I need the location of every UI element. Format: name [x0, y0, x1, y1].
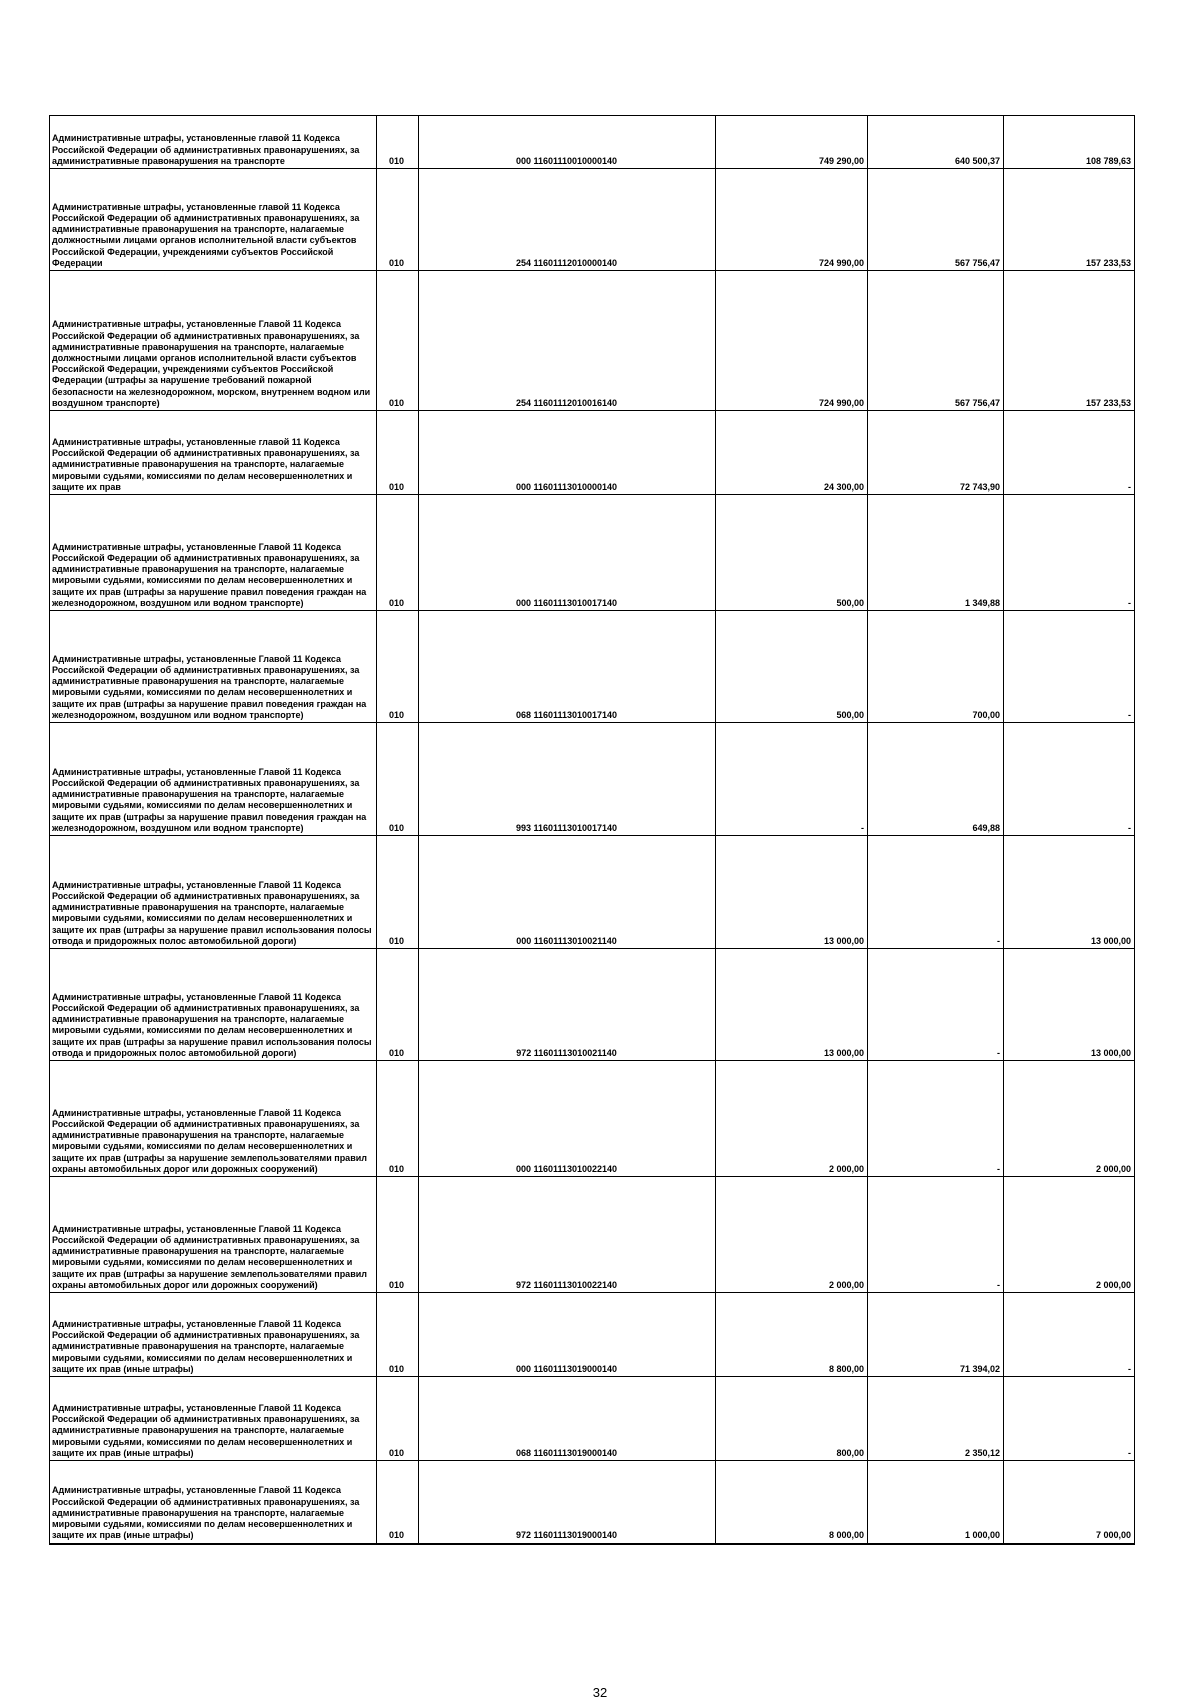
line-code-cell: 010 — [377, 723, 419, 836]
table-row — [50, 495, 1135, 611]
table-row — [50, 836, 1135, 949]
table-row — [50, 271, 1135, 411]
budget-classification-code-cell: 000 11601113010021140 — [419, 836, 716, 949]
unexecuted-amount-cell: - — [1004, 1293, 1135, 1377]
executed-amount-cell: 1 349,88 — [868, 495, 1004, 611]
budget-classification-code-cell: 254 11601112010016140 — [419, 271, 716, 411]
unexecuted-amount-cell: 157 233,53 — [1004, 271, 1135, 411]
executed-amount-cell: 567 756,47 — [868, 169, 1004, 271]
income-name-cell: Административные штрафы, установленные Главой 11 Кодекса Российской Федерации об административных правонарушениях, за административные правонарушения на транспорте, налагаемые мировыми судьями, комиссиями по делам несовершеннолетних и защите их прав (штрафы за нарушение правил поведения граждан на железнодорожном, воздушном или водном транспорте) — [50, 611, 377, 723]
income-name-cell: Административные штрафы, установленные Главой 11 Кодекса Российской Федерации об административных правонарушениях, за административные правонарушения на транспорте, налагаемые должностными лицами органов исполнительной власти субъектов Российской Федерации, учреждениями субъектов Российской Федерации (штрафы за нарушение требований пожарной безопасности на железнодорожном, морском, внутреннем водном или воздушном транспорте) — [50, 271, 377, 411]
budget-classification-code-cell: 972 11601113010022140 — [419, 1177, 716, 1293]
executed-amount-cell: 2 350,12 — [868, 1377, 1004, 1461]
approved-amount-cell: 13 000,00 — [716, 949, 868, 1061]
executed-amount-cell: - — [868, 1061, 1004, 1177]
line-code-cell: 010 — [377, 1293, 419, 1377]
line-code-cell: 010 — [377, 611, 419, 723]
executed-amount-cell: 567 756,47 — [868, 271, 1004, 411]
approved-amount-cell: 8 800,00 — [716, 1293, 868, 1377]
unexecuted-amount-cell: - — [1004, 611, 1135, 723]
executed-amount-cell: 72 743,90 — [868, 411, 1004, 495]
unexecuted-amount-cell: 7 000,00 — [1004, 1461, 1135, 1544]
budget-classification-code-cell: 254 11601112010000140 — [419, 169, 716, 271]
unexecuted-amount-cell: 2 000,00 — [1004, 1177, 1135, 1293]
income-name-cell: Административные штрафы, установленные Главой 11 Кодекса Российской Федерации об административных правонарушениях, за административные правонарушения на транспорте, налагаемые мировыми судьями, комиссиями по делам несовершеннолетних и защите их прав (иные штрафы) — [50, 1377, 377, 1461]
budget-classification-code-cell: 000 11601113010000140 — [419, 411, 716, 495]
table-row — [50, 116, 1135, 169]
line-code-cell: 010 — [377, 836, 419, 949]
executed-amount-cell: - — [868, 836, 1004, 949]
approved-amount-cell: - — [716, 723, 868, 836]
budget-classification-code-cell: 000 11601113010017140 — [419, 495, 716, 611]
line-code-cell: 010 — [377, 411, 419, 495]
income-name-cell: Административные штрафы, установленные Главой 11 Кодекса Российской Федерации об административных правонарушениях, за административные правонарушения на транспорте, налагаемые мировыми судьями, комиссиями по делам несовершеннолетних и защите их прав (иные штрафы) — [50, 1461, 377, 1544]
unexecuted-amount-cell: 108 789,63 — [1004, 116, 1135, 169]
table-body — [50, 116, 1135, 1544]
budget-classification-code-cell: 068 11601113010017140 — [419, 611, 716, 723]
approved-amount-cell: 500,00 — [716, 611, 868, 723]
line-code-cell: 010 — [377, 116, 419, 169]
executed-amount-cell: 1 000,00 — [868, 1461, 1004, 1544]
executed-amount-cell: 649,88 — [868, 723, 1004, 836]
executed-amount-cell: - — [868, 1177, 1004, 1293]
approved-amount-cell: 8 000,00 — [716, 1461, 868, 1544]
line-code-cell: 010 — [377, 495, 419, 611]
income-name-cell: Административные штрафы, установленные Главой 11 Кодекса Российской Федерации об административных правонарушениях, за административные правонарушения на транспорте, налагаемые мировыми судьями, комиссиями по делам несовершеннолетних и защите их прав (штрафы за нарушение правил поведения граждан на железнодорожном, воздушном или водном транспорте) — [50, 723, 377, 836]
income-name-cell: Административные штрафы, установленные Главой 11 Кодекса Российской Федерации об административных правонарушениях, за административные правонарушения на транспорте, налагаемые мировыми судьями, комиссиями по делам несовершеннолетних и защите их прав (штрафы за нарушение правил использования полосы отвода и придорожных полос автомобильной дороги) — [50, 836, 377, 949]
unexecuted-amount-cell: - — [1004, 723, 1135, 836]
budget-classification-code-cell: 068 11601113019000140 — [419, 1377, 716, 1461]
budget-classification-code-cell: 972 11601113010021140 — [419, 949, 716, 1061]
approved-amount-cell: 2 000,00 — [716, 1061, 868, 1177]
income-name-cell: Административные штрафы, установленные Главой 11 Кодекса Российской Федерации об административных правонарушениях, за административные правонарушения на транспорте, налагаемые мировыми судьями, комиссиями по делам несовершеннолетних и защите их прав (иные штрафы) — [50, 1293, 377, 1377]
approved-amount-cell: 2 000,00 — [716, 1177, 868, 1293]
approved-amount-cell: 24 300,00 — [716, 411, 868, 495]
line-code-cell: 010 — [377, 1377, 419, 1461]
budget-classification-code-cell: 000 11601113010022140 — [419, 1061, 716, 1177]
unexecuted-amount-cell: 13 000,00 — [1004, 949, 1135, 1061]
table-row — [50, 169, 1135, 271]
executed-amount-cell: 71 394,02 — [868, 1293, 1004, 1377]
executed-amount-cell: 700,00 — [868, 611, 1004, 723]
income-name-cell: Административные штрафы, установленные Главой 11 Кодекса Российской Федерации об административных правонарушениях, за административные правонарушения на транспорте, налагаемые мировыми судьями, комиссиями по делам несовершеннолетних и защите их прав (штрафы за нарушение правил поведения граждан на железнодорожном, воздушном или водном транспорте) — [50, 495, 377, 611]
table-row — [50, 1061, 1135, 1177]
approved-amount-cell: 724 990,00 — [716, 271, 868, 411]
approved-amount-cell: 13 000,00 — [716, 836, 868, 949]
table-row — [50, 1293, 1135, 1377]
income-name-cell: Административные штрафы, установленные Главой 11 Кодекса Российской Федерации об административных правонарушениях, за административные правонарушения на транспорте, налагаемые мировыми судьями, комиссиями по делам несовершеннолетних и защите их прав (штрафы за нарушение землепользователями правил охраны автомобильных дорог или дорожных сооружений) — [50, 1177, 377, 1293]
unexecuted-amount-cell: 13 000,00 — [1004, 836, 1135, 949]
line-code-cell: 010 — [377, 1177, 419, 1293]
approved-amount-cell: 749 290,00 — [716, 116, 868, 169]
unexecuted-amount-cell: - — [1004, 411, 1135, 495]
income-name-cell: Административные штрафы, установленные главой 11 Кодекса Российской Федерации об административных правонарушениях, за административные правонарушения на транспорте, налагаемые должностными лицами органов исполнительной власти субъектов Российской Федерации, учреждениями субъектов Российской Федерации — [50, 169, 377, 271]
table-row — [50, 611, 1135, 723]
budget-classification-code-cell: 000 11601113019000140 — [419, 1293, 716, 1377]
unexecuted-amount-cell: 2 000,00 — [1004, 1061, 1135, 1177]
income-name-cell: Административные штрафы, установленные главой 11 Кодекса Российской Федерации об административных правонарушениях, за административные правонарушения на транспорте — [50, 116, 377, 169]
budget-classification-code-cell: 993 11601113010017140 — [419, 723, 716, 836]
line-code-cell: 010 — [377, 169, 419, 271]
income-name-cell: Административные штрафы, установленные главой 11 Кодекса Российской Федерации об административных правонарушениях, за административные правонарушения на транспорте, налагаемые мировыми судьями, комиссиями по делам несовершеннолетних и защите их прав — [50, 411, 377, 495]
table-row — [50, 1177, 1135, 1293]
approved-amount-cell: 724 990,00 — [716, 169, 868, 271]
line-code-cell: 010 — [377, 949, 419, 1061]
table-row — [50, 1461, 1135, 1544]
unexecuted-amount-cell: - — [1004, 495, 1135, 611]
line-code-cell: 010 — [377, 1061, 419, 1177]
budget-execution-table — [49, 115, 1135, 1545]
table-row — [50, 1377, 1135, 1461]
line-code-cell: 010 — [377, 1461, 419, 1544]
income-name-cell: Административные штрафы, установленные Главой 11 Кодекса Российской Федерации об административных правонарушениях, за административные правонарушения на транспорте, налагаемые мировыми судьями, комиссиями по делам несовершеннолетних и защите их прав (штрафы за нарушение землепользователями правил охраны автомобильных дорог или дорожных сооружений) — [50, 1061, 377, 1177]
table-row — [50, 723, 1135, 836]
table-row — [50, 949, 1135, 1061]
approved-amount-cell: 800,00 — [716, 1377, 868, 1461]
unexecuted-amount-cell: 157 233,53 — [1004, 169, 1135, 271]
budget-classification-code-cell: 972 11601113019000140 — [419, 1461, 716, 1544]
income-name-cell: Административные штрафы, установленные Главой 11 Кодекса Российской Федерации об административных правонарушениях, за административные правонарушения на транспорте, налагаемые мировыми судьями, комиссиями по делам несовершеннолетних и защите их прав (штрафы за нарушение правил использования полосы отвода и придорожных полос автомобильной дороги) — [50, 949, 377, 1061]
budget-classification-code-cell: 000 11601110010000140 — [419, 116, 716, 169]
executed-amount-cell: 640 500,37 — [868, 116, 1004, 169]
page-number: 32 — [592, 1685, 608, 1700]
executed-amount-cell: - — [868, 949, 1004, 1061]
table-row — [50, 411, 1135, 495]
line-code-cell: 010 — [377, 271, 419, 411]
unexecuted-amount-cell: - — [1004, 1377, 1135, 1461]
approved-amount-cell: 500,00 — [716, 495, 868, 611]
